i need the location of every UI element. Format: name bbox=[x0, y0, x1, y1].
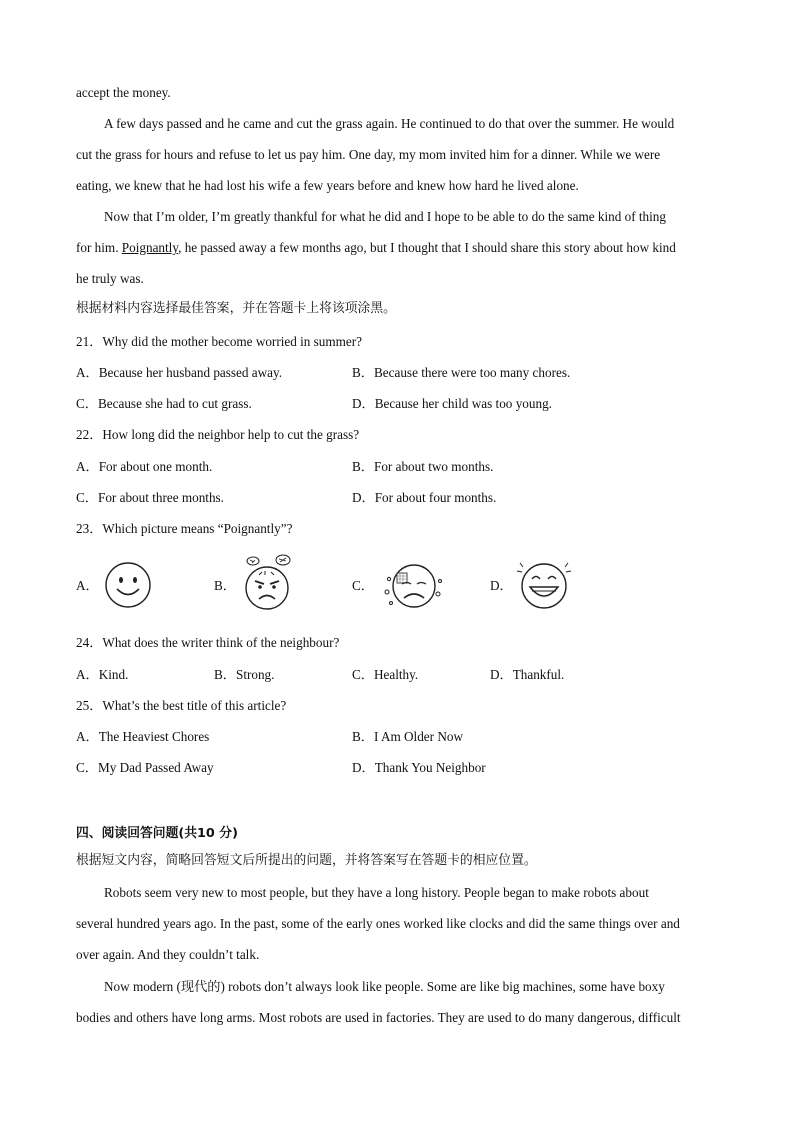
option-d: D．For about four months. bbox=[352, 490, 497, 505]
passage-line: he truly was. bbox=[76, 271, 144, 286]
sad-face-icon bbox=[383, 559, 445, 613]
passage-line: accept the money. bbox=[76, 85, 171, 100]
passage-line: Robots seem very new to most people, but they have a long history. People began to make robots about bbox=[104, 885, 649, 900]
instruction: 根据材料内容选择最佳答案，并在答题卡上将该项涂黑。 bbox=[76, 301, 396, 316]
option-a: A． bbox=[76, 578, 99, 593]
option-d: D．Because her child was too young. bbox=[352, 396, 552, 411]
option-d: D．Thankful. bbox=[490, 667, 565, 682]
question-stem: 23．Which picture means “Poignantly”? bbox=[76, 521, 293, 536]
laughing-face-icon bbox=[515, 557, 573, 613]
option-a: A．Kind. bbox=[76, 667, 129, 682]
question-stem: 25．What’s the best title of this article? bbox=[76, 698, 287, 713]
passage-text: , he passed away a few months ago, but I thought that I should share this story about how kind bbox=[178, 240, 676, 255]
option-b: B．Because there were too many chores. bbox=[352, 365, 571, 380]
passage-line: eating, we knew that he had lost his wife a few years before and knew how hard he lived alone. bbox=[76, 178, 579, 193]
option-d: D．Thank You Neighbor bbox=[352, 760, 486, 775]
option-b: B．Strong. bbox=[214, 667, 275, 682]
option-d: D． bbox=[490, 578, 513, 593]
question-stem: 22．How long did the neighbor help to cut the grass? bbox=[76, 427, 360, 442]
passage-line: several hundred years ago. In the past, some of the early ones worked like clocks and did the same things over and bbox=[76, 916, 680, 931]
passage-line: over again. And they couldn’t talk. bbox=[76, 947, 260, 962]
passage-line bbox=[76, 241, 676, 254]
passage-line: A few days passed and he came and cut the grass again. He continued to do that over the summer. He would bbox=[104, 116, 675, 131]
passage-line: Now that I’m older, I’m greatly thankful for what he did and I hope to be able to do the same kind of thing bbox=[104, 209, 666, 224]
question-stem: 21．Why did the mother become worried in summer? bbox=[76, 334, 363, 349]
instruction: 根据短文内容，简略回答短文后所提出的问题，并将答案写在答题卡的相应位置。 bbox=[76, 853, 537, 868]
option-b: B．I Am Older Now bbox=[352, 729, 463, 744]
option-a: A．Because her husband passed away. bbox=[76, 365, 283, 380]
underlined-word-poignantly: Poignantly bbox=[121, 240, 179, 255]
question-stem: 24．What does the writer think of the neighbour? bbox=[76, 635, 340, 650]
section-heading: 四、阅读回答问题(共10 分) bbox=[76, 826, 238, 841]
option-c: C．Because she had to cut grass. bbox=[76, 396, 252, 411]
passage-line: cut the grass for hours and refuse to let us pay him. One day, my mom invited him for a dinner. While we were bbox=[76, 147, 661, 162]
option-b: B．For about two months. bbox=[352, 459, 494, 474]
option-c: C．Healthy. bbox=[352, 667, 419, 682]
angry-face-icon bbox=[238, 553, 296, 613]
smiling-face-icon bbox=[102, 559, 154, 611]
option-c: C． bbox=[352, 578, 374, 593]
passage-text: for him. bbox=[76, 240, 122, 255]
option-c: C．For about three months. bbox=[76, 490, 224, 505]
passage-line: bodies and others have long arms. Most robots are used in factories. They are used to do many dangerous, difficult bbox=[76, 1010, 681, 1025]
option-a: A．The Heaviest Chores bbox=[76, 729, 210, 744]
option-b: B． bbox=[214, 578, 236, 593]
passage-line: Now modern (现代的) robots don’t always look like people. Some are like big machines, some have boxy bbox=[104, 979, 665, 994]
option-c: C．My Dad Passed Away bbox=[76, 760, 214, 775]
option-a: A．For about one month. bbox=[76, 459, 213, 474]
